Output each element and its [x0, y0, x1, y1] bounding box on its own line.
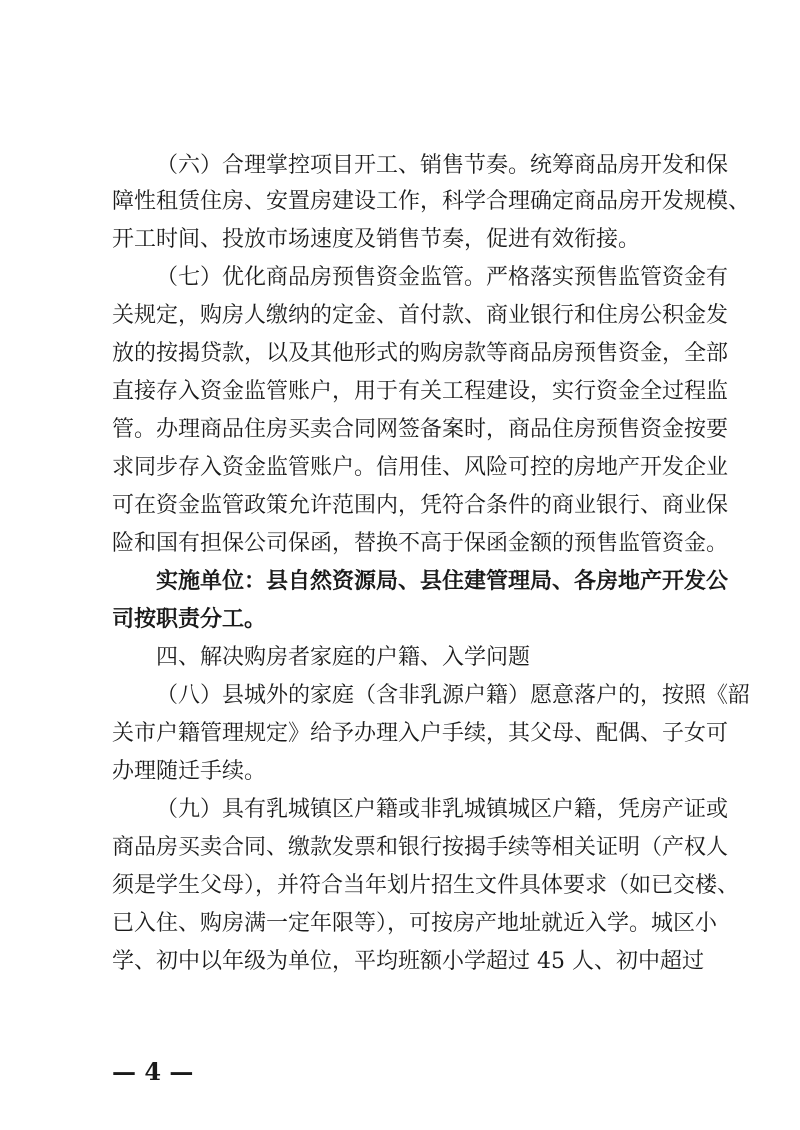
paragraph-6-line-2: 障性租赁住房、安置房建设工作，科学合理确定商品房开发规模、 — [112, 189, 751, 214]
paragraph-6-line-1: （六）合理掌控项目开工、销售节奏。统筹商品房开发和保 — [156, 153, 729, 178]
paragraph-6-line-3: 开工时间、投放市场速度及销售节奏，促进有效衔接。 — [112, 227, 641, 252]
paragraph-7-line-4: 直接存入资金监管账户，用于有关工程建设，实行资金全过程监 — [112, 379, 729, 404]
section-4-heading: 四、解决购房者家庭的户籍、入学问题 — [156, 645, 531, 670]
page-number: — 4 — — [112, 1057, 194, 1086]
paragraph-7-line-3: 放的按揭贷款，以及其他形式的购房款等商品房预售资金，全部 — [112, 341, 729, 366]
paragraph-7-line-6: 求同步存入资金监管账户。信用佳、风险可控的房地产开发企业 — [112, 455, 729, 480]
paragraph-9-line-5: 学、初中以年级为单位，平均班额小学超过 45 人、初中超过 — [112, 949, 704, 974]
paragraph-7-line-7: 可在资金监管政策允许范围内，凭符合条件的商业银行、商业保 — [112, 493, 729, 518]
paragraph-9-line-3: 须是学生父母），并符合当年划片招生文件具体要求（如已交楼、 — [112, 873, 740, 898]
paragraph-9-line-4: 已入住、购房满一定年限等），可按房产地址就近入学。城区小 — [112, 911, 718, 936]
implementation-units-line-1: 实施单位：县自然资源局、县住建管理局、各房地产开发公 — [156, 569, 729, 594]
paragraph-9-line-1: （九）具有乳城镇区户籍或非乳城镇城区户籍，凭房产证或 — [156, 797, 729, 822]
paragraph-7-line-5: 管。办理商品住房买卖合同网签备案时，商品住房预售资金按要 — [112, 417, 729, 442]
implementation-units-line-2: 司按职责分工。 — [112, 607, 267, 632]
paragraph-8-line-2: 关市户籍管理规定》给予办理入户手续，其父母、配偶、子女可 — [112, 721, 729, 746]
paragraph-7-line-2: 关规定，购房人缴纳的定金、首付款、商业银行和住房公积金发 — [112, 303, 729, 328]
paragraph-7-line-1: （七）优化商品房预售资金监管。严格落实预售监管资金有 — [156, 265, 729, 290]
paragraph-8-line-3: 办理随迁手续。 — [112, 759, 267, 784]
paragraph-8-line-1: （八）县城外的家庭（含非乳源户籍）愿意落户的，按照《韶 — [156, 683, 751, 708]
paragraph-9-line-2: 商品房买卖合同、缴款发票和银行按揭手续等相关证明（产权人 — [112, 835, 729, 860]
paragraph-7-line-8: 险和国有担保公司保函，替换不高于保函金额的预售监管资金。 — [112, 531, 729, 556]
